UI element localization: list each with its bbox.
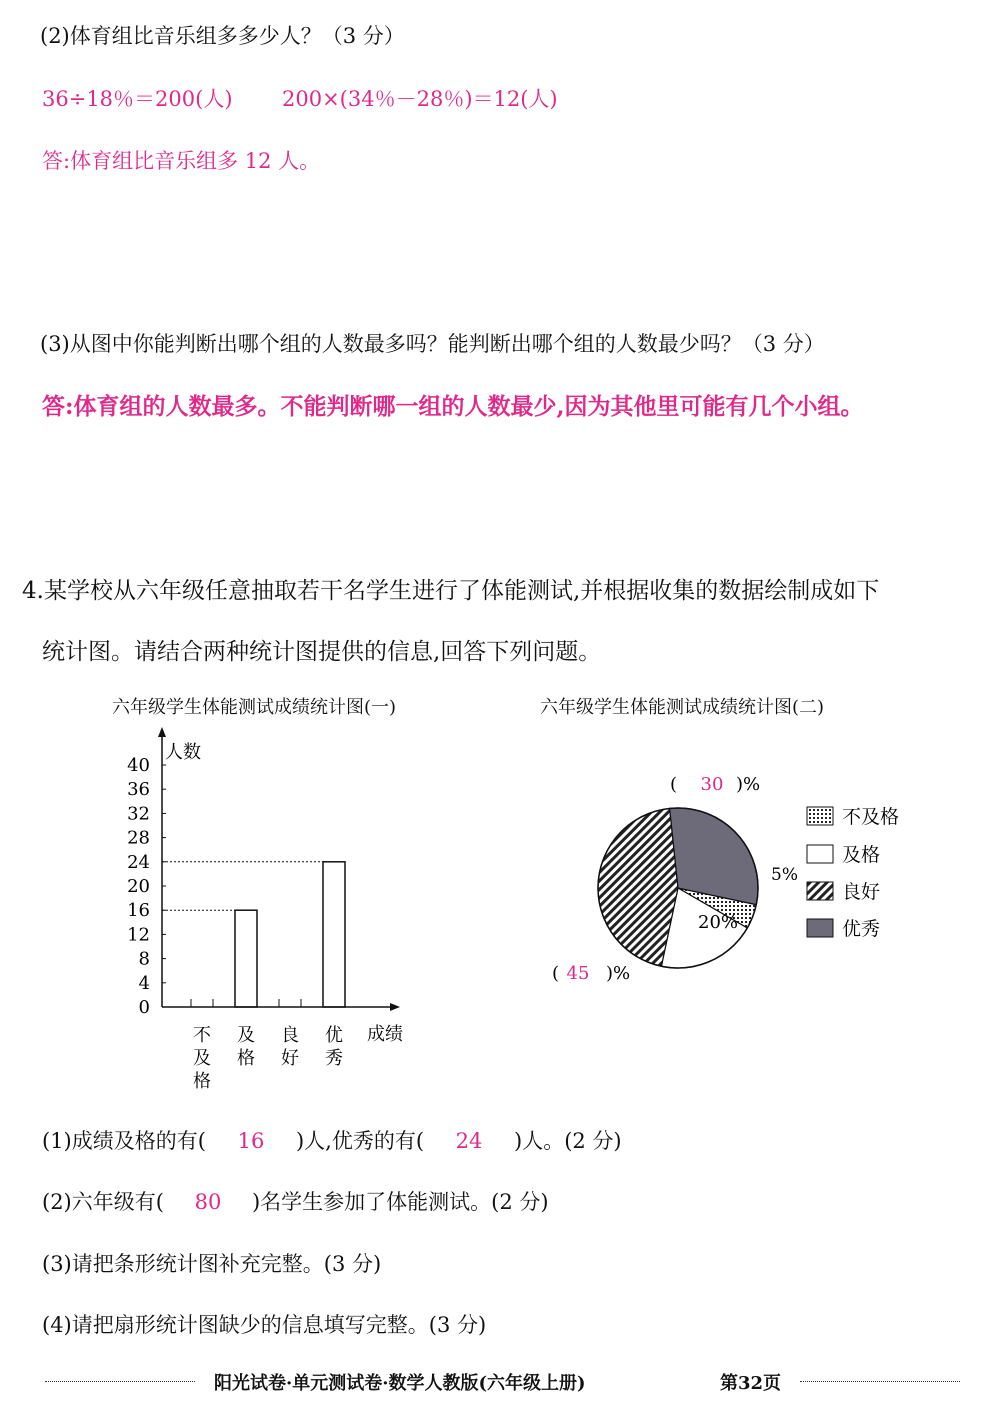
sub-question-1-part-b: )人,优秀的有( <box>295 1129 425 1153</box>
x-category-label: 及 <box>237 1025 255 1046</box>
sub-question-2-part-a: (2)六年级有( <box>42 1190 164 1214</box>
y-tick-label: 8 <box>138 948 150 970</box>
sub-question-1-part-a: (1)成绩及格的有( <box>42 1129 206 1153</box>
y-tick-label: 4 <box>138 972 150 994</box>
pie-slice-good <box>598 808 678 966</box>
q2-calc-1: 36÷18％＝200(人) <box>42 87 233 111</box>
slice-label-excellent-value: 30 <box>700 774 724 795</box>
legend-swatch-fail <box>807 807 833 825</box>
y-tick-label: 0 <box>138 997 150 1018</box>
bar-chart-ytick-labels <box>127 755 166 1018</box>
legend-label-good: 良好 <box>842 881 881 903</box>
x-category-label: 格 <box>237 1048 255 1069</box>
sub-question-3: (3)请把条形统计图补充完整。(3 分) <box>42 1252 382 1276</box>
q3-question: (3)从图中你能判断出哪个组的人数最多吗？能判断出哪个组的人数最少吗？（3 分） <box>40 332 825 356</box>
q2-calc-2: 200×(34％－28％)＝12(人) <box>282 87 558 111</box>
legend-label-pass: 及格 <box>842 844 881 866</box>
sub-question-1-part-c: )人。(2 分) <box>514 1129 622 1153</box>
legend-swatch-good <box>807 882 833 900</box>
pie-legend <box>807 806 899 940</box>
slice-label-excellent-open: ( <box>669 774 677 795</box>
excellent-count-answer: 24 <box>455 1129 483 1153</box>
x-category-label: 格 <box>193 1071 211 1092</box>
x-category-label: 良 <box>281 1025 299 1046</box>
bar-chart-xlabel: 成绩 <box>367 1024 403 1045</box>
bar-chart-guides <box>162 862 323 910</box>
x-category-label: 优 <box>325 1025 343 1046</box>
slice-label-good-open: ( <box>552 963 560 984</box>
sub-question-1 <box>42 1125 622 1155</box>
x-category-label: 秀 <box>325 1048 343 1069</box>
y-axis-arrow <box>158 727 166 737</box>
y-tick-label: 40 <box>127 755 150 776</box>
y-tick-label: 32 <box>127 803 150 825</box>
y-tick-label: 12 <box>127 924 150 946</box>
problem-4-line-1: 4.某学校从六年级任意抽取若干名学生进行了体能测试,并根据收集的数据绘制成如下 <box>22 578 880 604</box>
bar-chart-bars <box>235 862 345 1007</box>
slice-label-good-close: )% <box>606 963 631 984</box>
bar-chart <box>110 725 430 1095</box>
y-tick-label: 24 <box>127 851 150 873</box>
total-students-answer: 80 <box>194 1190 222 1214</box>
legend-swatch-excellent <box>807 919 833 937</box>
pass-count-answer: 16 <box>237 1129 265 1153</box>
bar-chart-title: 六年级学生体能测试成绩统计图(一) <box>112 697 397 718</box>
sub-question-4: (4)请把扇形统计图缺少的信息填写完整。(3 分) <box>42 1313 487 1337</box>
bar-chart-category-labels <box>191 999 345 1092</box>
sub-question-2 <box>42 1186 549 1216</box>
footer-rule-right <box>800 1381 960 1382</box>
x-category-label: 好 <box>281 1048 299 1069</box>
pie-slices <box>598 808 758 968</box>
pie-chart <box>540 760 920 995</box>
x-axis-arrow <box>390 1003 400 1011</box>
x-category-label: 及 <box>193 1048 211 1069</box>
bar-优秀 <box>323 862 345 1007</box>
q2-question: (2)体育组比音乐组多多少人？（3 分） <box>40 24 405 48</box>
slice-label-pass: 20% <box>698 912 739 933</box>
footer-rule-left <box>45 1381 195 1382</box>
slice-label-excellent-close: )% <box>736 774 761 795</box>
q3-answer: 答:体育组的人数最多。不能判断哪一组的人数最少,因为其他里可能有几个小组。 <box>42 393 864 420</box>
slice-label-fail: 5% <box>771 865 798 885</box>
bar-及格 <box>235 910 257 1007</box>
legend-swatch-pass <box>807 845 833 863</box>
legend-label-fail: 不及格 <box>842 806 900 828</box>
q2-answer: 答:体育组比音乐组多 12 人。 <box>42 149 321 173</box>
y-tick-label: 16 <box>127 900 150 922</box>
slice-label-good-value: 45 <box>566 963 590 984</box>
y-tick-label: 20 <box>127 876 150 897</box>
y-tick-label: 28 <box>127 827 150 849</box>
y-tick-label: 36 <box>127 779 150 801</box>
sub-question-2-part-b: )名学生参加了体能测试。(2 分) <box>251 1190 549 1214</box>
footer-text: 阳光试卷·单元测试卷·数学人教版(六年级上册) <box>214 1373 586 1394</box>
footer-page-number: 第32页 <box>720 1373 782 1394</box>
x-category-label: 不 <box>193 1025 211 1046</box>
problem-4-line-2: 统计图。请结合两种统计图提供的信息,回答下列问题。 <box>42 639 602 665</box>
pie-chart-title: 六年级学生体能测试成绩统计图(二) <box>540 697 825 718</box>
bar-chart-ylabel: 人数 <box>165 742 201 763</box>
legend-label-excellent: 优秀 <box>842 918 881 940</box>
